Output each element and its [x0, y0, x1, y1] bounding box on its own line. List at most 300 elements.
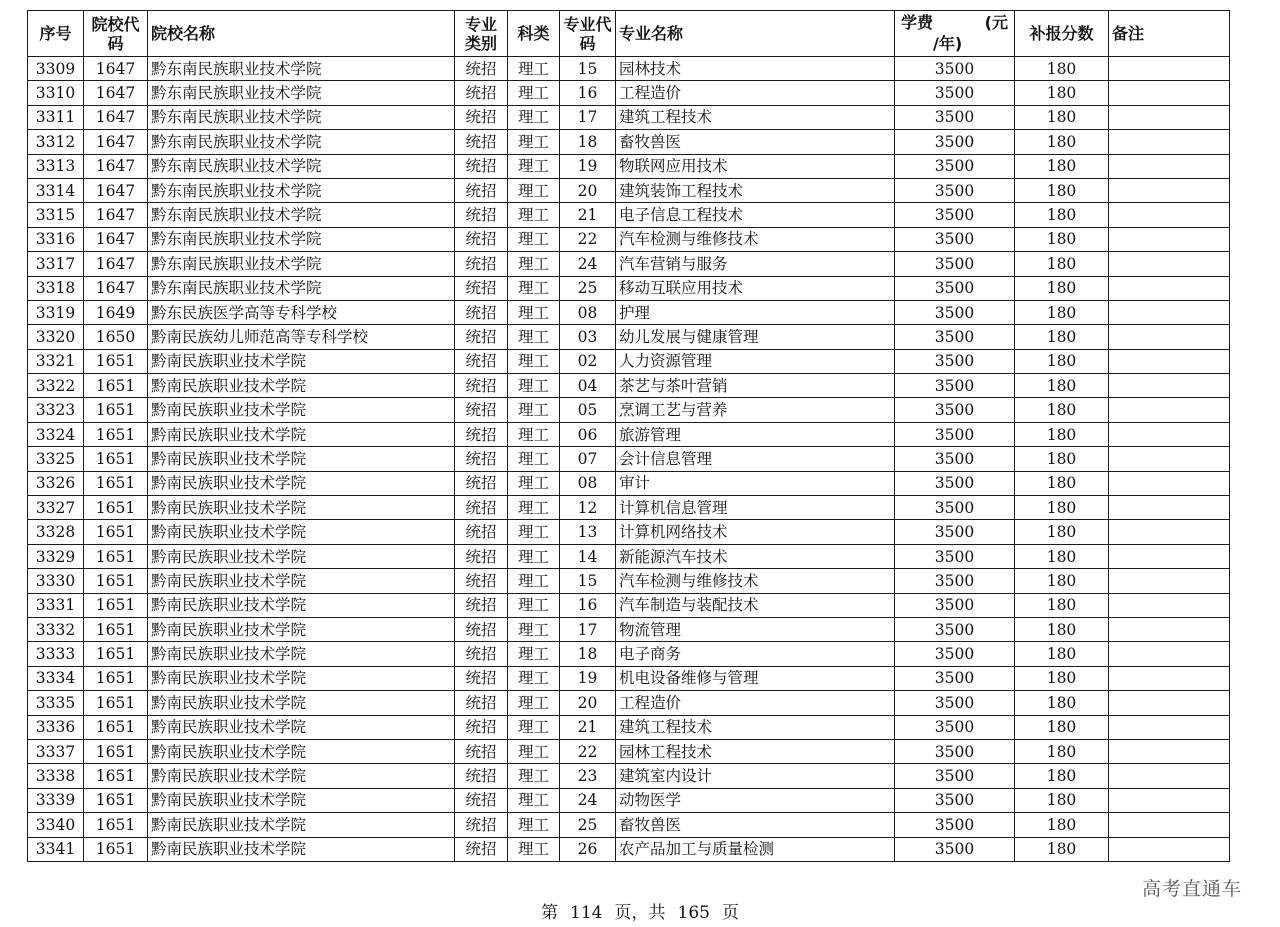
cell-category: 理工: [508, 325, 560, 349]
cell-seq: 3320: [28, 325, 84, 349]
cell-major-code: 21: [560, 715, 616, 739]
table-row: [28, 666, 1230, 690]
cell-major-code: 22: [560, 739, 616, 763]
cell-seq: 3316: [28, 227, 84, 251]
cell-note: [1109, 471, 1230, 495]
cell-major-code: 12: [560, 496, 616, 520]
cell-major-name: 汽车营销与服务: [616, 252, 895, 276]
cell-note: [1109, 130, 1230, 154]
cell-note: [1109, 57, 1230, 81]
cell-major-code: 17: [560, 617, 616, 641]
cell-school-name: 黔东南民族职业技术学院: [148, 57, 455, 81]
cell-school-code: 1651: [84, 471, 148, 495]
cell-major-name: 会计信息管理: [616, 447, 895, 471]
cell-seq: 3318: [28, 276, 84, 300]
cell-school-code: 1647: [84, 203, 148, 227]
cell-major-name: 护理: [616, 300, 895, 324]
cell-category: 理工: [508, 544, 560, 568]
table-header-row: [28, 11, 1230, 57]
header-score: 补报分数: [1015, 11, 1109, 57]
header-major-code: 专业代码: [560, 11, 616, 57]
table-row: [28, 276, 1230, 300]
cell-major-code: 25: [560, 276, 616, 300]
cell-fee: 3500: [895, 593, 1015, 617]
cell-seq: 3336: [28, 715, 84, 739]
cell-seq: 3309: [28, 57, 84, 81]
cell-school-code: 1649: [84, 300, 148, 324]
cell-fee: 3500: [895, 398, 1015, 422]
cell-seq: 3314: [28, 178, 84, 202]
cell-major-code: 16: [560, 81, 616, 105]
cell-major-name: 动物医学: [616, 788, 895, 812]
cell-major-name: 茶艺与茶叶营销: [616, 374, 895, 398]
cell-note: [1109, 788, 1230, 812]
cell-major-name: 物流管理: [616, 617, 895, 641]
cell-category: 理工: [508, 715, 560, 739]
cell-school-code: 1651: [84, 398, 148, 422]
cell-fee: 3500: [895, 691, 1015, 715]
header-fee-unit-open: (元: [984, 13, 1008, 32]
cell-seq: 3322: [28, 374, 84, 398]
cell-fee: 3500: [895, 569, 1015, 593]
cell-fee: 3500: [895, 715, 1015, 739]
cell-note: [1109, 447, 1230, 471]
cell-school-name: 黔东南民族职业技术学院: [148, 81, 455, 105]
cell-school-name: 黔东南民族职业技术学院: [148, 178, 455, 202]
cell-score: 180: [1015, 447, 1109, 471]
cell-score: 180: [1015, 227, 1109, 251]
table-row: [28, 569, 1230, 593]
cell-major-code: 17: [560, 105, 616, 129]
cell-category: 理工: [508, 349, 560, 373]
cell-score: 180: [1015, 81, 1109, 105]
cell-score: 180: [1015, 764, 1109, 788]
cell-note: [1109, 666, 1230, 690]
cell-school-name: 黔南民族职业技术学院: [148, 349, 455, 373]
cell-fee: 3500: [895, 422, 1015, 446]
table-row: [28, 544, 1230, 568]
cell-score: 180: [1015, 569, 1109, 593]
cell-score: 180: [1015, 788, 1109, 812]
cell-major-code: 16: [560, 593, 616, 617]
cell-school-code: 1651: [84, 447, 148, 471]
cell-major-name: 农产品加工与质量检测: [616, 837, 895, 861]
cell-school-name: 黔南民族职业技术学院: [148, 691, 455, 715]
cell-category: 理工: [508, 203, 560, 227]
cell-major-code: 21: [560, 203, 616, 227]
table-row: [28, 764, 1230, 788]
cell-category: 理工: [508, 788, 560, 812]
cell-note: [1109, 178, 1230, 202]
cell-major-code: 19: [560, 154, 616, 178]
cell-category: 理工: [508, 764, 560, 788]
cell-seq: 3328: [28, 520, 84, 544]
cell-school-name: 黔南民族职业技术学院: [148, 422, 455, 446]
cell-note: [1109, 764, 1230, 788]
cell-major-name: 电子信息工程技术: [616, 203, 895, 227]
header-major-type: 专业类别: [455, 11, 508, 57]
cell-seq: 3310: [28, 81, 84, 105]
cell-major-code: 19: [560, 666, 616, 690]
cell-category: 理工: [508, 252, 560, 276]
cell-major-type: 统招: [455, 374, 508, 398]
cell-fee: 3500: [895, 81, 1015, 105]
cell-major-type: 统招: [455, 764, 508, 788]
cell-fee: 3500: [895, 739, 1015, 763]
cell-major-code: 18: [560, 642, 616, 666]
cell-major-type: 统招: [455, 837, 508, 861]
cell-seq: 3326: [28, 471, 84, 495]
cell-major-name: 建筑室内设计: [616, 764, 895, 788]
cell-note: [1109, 276, 1230, 300]
cell-category: 理工: [508, 276, 560, 300]
cell-score: 180: [1015, 374, 1109, 398]
cell-major-code: 03: [560, 325, 616, 349]
cell-seq: 3319: [28, 300, 84, 324]
cell-major-code: 22: [560, 227, 616, 251]
cell-category: 理工: [508, 105, 560, 129]
cell-school-name: 黔南民族职业技术学院: [148, 471, 455, 495]
cell-school-name: 黔南民族职业技术学院: [148, 496, 455, 520]
table-row: [28, 349, 1230, 373]
table-row: [28, 203, 1230, 227]
cell-category: 理工: [508, 739, 560, 763]
cell-score: 180: [1015, 154, 1109, 178]
cell-major-type: 统招: [455, 544, 508, 568]
cell-major-name: 汽车检测与维修技术: [616, 569, 895, 593]
header-fee-unit-close: /年): [933, 34, 963, 53]
cell-major-name: 汽车检测与维修技术: [616, 227, 895, 251]
cell-school-name: 黔南民族职业技术学院: [148, 520, 455, 544]
table-row: [28, 617, 1230, 641]
cell-fee: 3500: [895, 203, 1015, 227]
table-row: [28, 471, 1230, 495]
header-seq: 序号: [28, 11, 84, 57]
table-row: [28, 300, 1230, 324]
cell-major-type: 统招: [455, 154, 508, 178]
cell-note: [1109, 374, 1230, 398]
cell-school-name: 黔东南民族职业技术学院: [148, 252, 455, 276]
cell-school-code: 1647: [84, 105, 148, 129]
table-row: [28, 520, 1230, 544]
cell-major-code: 20: [560, 178, 616, 202]
cell-note: [1109, 252, 1230, 276]
cell-seq: 3330: [28, 569, 84, 593]
cell-school-code: 1651: [84, 569, 148, 593]
cell-seq: 3312: [28, 130, 84, 154]
cell-note: [1109, 349, 1230, 373]
cell-category: 理工: [508, 617, 560, 641]
cell-fee: 3500: [895, 349, 1015, 373]
cell-school-code: 1651: [84, 496, 148, 520]
cell-school-code: 1651: [84, 349, 148, 373]
cell-major-code: 26: [560, 837, 616, 861]
cell-school-code: 1651: [84, 739, 148, 763]
cell-major-code: 07: [560, 447, 616, 471]
cell-school-code: 1651: [84, 593, 148, 617]
cell-school-name: 黔南民族职业技术学院: [148, 739, 455, 763]
cell-school-name: 黔南民族职业技术学院: [148, 642, 455, 666]
cell-major-code: 08: [560, 471, 616, 495]
cell-major-code: 02: [560, 349, 616, 373]
cell-note: [1109, 105, 1230, 129]
cell-category: 理工: [508, 642, 560, 666]
cell-note: [1109, 398, 1230, 422]
cell-major-type: 统招: [455, 57, 508, 81]
cell-seq: 3339: [28, 788, 84, 812]
header-school-name: 院校名称: [148, 11, 455, 57]
cell-seq: 3324: [28, 422, 84, 446]
cell-school-code: 1647: [84, 154, 148, 178]
cell-major-type: 统招: [455, 593, 508, 617]
cell-seq: 3317: [28, 252, 84, 276]
cell-major-name: 建筑装饰工程技术: [616, 178, 895, 202]
cell-category: 理工: [508, 300, 560, 324]
cell-school-name: 黔南民族职业技术学院: [148, 374, 455, 398]
cell-major-type: 统招: [455, 300, 508, 324]
cell-score: 180: [1015, 349, 1109, 373]
header-category: 科类: [508, 11, 560, 57]
cell-major-type: 统招: [455, 642, 508, 666]
cell-score: 180: [1015, 252, 1109, 276]
cell-fee: 3500: [895, 227, 1015, 251]
footer-page-number: 114: [570, 903, 603, 923]
cell-fee: 3500: [895, 764, 1015, 788]
cell-major-code: 24: [560, 788, 616, 812]
cell-major-name: 电子商务: [616, 642, 895, 666]
cell-fee: 3500: [895, 837, 1015, 861]
cell-major-code: 06: [560, 422, 616, 446]
cell-major-name: 畜牧兽医: [616, 813, 895, 837]
table-row: [28, 105, 1230, 129]
cell-major-type: 统招: [455, 569, 508, 593]
cell-note: [1109, 642, 1230, 666]
cell-school-code: 1647: [84, 227, 148, 251]
cell-major-type: 统招: [455, 715, 508, 739]
cell-seq: 3323: [28, 398, 84, 422]
cell-score: 180: [1015, 203, 1109, 227]
cell-seq: 3313: [28, 154, 84, 178]
header-fee: [895, 11, 1015, 57]
cell-note: [1109, 569, 1230, 593]
cell-score: 180: [1015, 642, 1109, 666]
cell-major-type: 统招: [455, 422, 508, 446]
cell-school-name: 黔南民族职业技术学院: [148, 837, 455, 861]
cell-major-name: 计算机网络技术: [616, 520, 895, 544]
cell-fee: 3500: [895, 642, 1015, 666]
cell-category: 理工: [508, 447, 560, 471]
cell-category: 理工: [508, 154, 560, 178]
cell-fee: 3500: [895, 130, 1015, 154]
cell-seq: 3329: [28, 544, 84, 568]
cell-note: [1109, 544, 1230, 568]
cell-major-code: 25: [560, 813, 616, 837]
cell-major-code: 08: [560, 300, 616, 324]
cell-score: 180: [1015, 691, 1109, 715]
cell-note: [1109, 496, 1230, 520]
cell-school-name: 黔南民族职业技术学院: [148, 544, 455, 568]
cell-school-name: 黔南民族职业技术学院: [148, 666, 455, 690]
cell-major-code: 18: [560, 130, 616, 154]
cell-seq: 3331: [28, 593, 84, 617]
cell-major-type: 统招: [455, 788, 508, 812]
cell-major-type: 统招: [455, 666, 508, 690]
cell-category: 理工: [508, 398, 560, 422]
cell-score: 180: [1015, 105, 1109, 129]
cell-score: 180: [1015, 300, 1109, 324]
footer-suffix: 页: [721, 903, 739, 923]
cell-fee: 3500: [895, 374, 1015, 398]
cell-fee: 3500: [895, 300, 1015, 324]
cell-fee: 3500: [895, 252, 1015, 276]
cell-note: [1109, 520, 1230, 544]
cell-score: 180: [1015, 715, 1109, 739]
cell-fee: 3500: [895, 544, 1015, 568]
cell-major-type: 统招: [455, 252, 508, 276]
cell-major-name: 工程造价: [616, 691, 895, 715]
cell-score: 180: [1015, 398, 1109, 422]
cell-seq: 3338: [28, 764, 84, 788]
cell-score: 180: [1015, 325, 1109, 349]
cell-note: [1109, 691, 1230, 715]
cell-major-name: 园林技术: [616, 57, 895, 81]
cell-seq: 3333: [28, 642, 84, 666]
cell-school-code: 1651: [84, 544, 148, 568]
cell-major-name: 机电设备维修与管理: [616, 666, 895, 690]
cell-school-code: 1647: [84, 81, 148, 105]
cell-category: 理工: [508, 813, 560, 837]
cell-seq: 3311: [28, 105, 84, 129]
cell-score: 180: [1015, 496, 1109, 520]
cell-score: 180: [1015, 544, 1109, 568]
cell-category: 理工: [508, 496, 560, 520]
cell-major-type: 统招: [455, 276, 508, 300]
cell-note: [1109, 422, 1230, 446]
cell-note: [1109, 300, 1230, 324]
footer-total-pages: 165: [677, 903, 710, 923]
cell-fee: 3500: [895, 447, 1015, 471]
header-note: 备注: [1109, 11, 1230, 57]
cell-note: [1109, 813, 1230, 837]
cell-fee: 3500: [895, 788, 1015, 812]
table-row: [28, 813, 1230, 837]
cell-major-name: 审计: [616, 471, 895, 495]
cell-major-code: 20: [560, 691, 616, 715]
cell-score: 180: [1015, 739, 1109, 763]
cell-seq: 3321: [28, 349, 84, 373]
cell-school-name: 黔东南民族职业技术学院: [148, 203, 455, 227]
header-major-name: 专业名称: [616, 11, 895, 57]
cell-major-type: 统招: [455, 203, 508, 227]
cell-school-name: 黔东南民族职业技术学院: [148, 227, 455, 251]
cell-score: 180: [1015, 178, 1109, 202]
cell-category: 理工: [508, 130, 560, 154]
cell-score: 180: [1015, 520, 1109, 544]
cell-category: 理工: [508, 520, 560, 544]
cell-note: [1109, 325, 1230, 349]
cell-major-name: 烹调工艺与营养: [616, 398, 895, 422]
cell-major-name: 畜牧兽医: [616, 130, 895, 154]
table-row: [28, 691, 1230, 715]
cell-major-type: 统招: [455, 105, 508, 129]
cell-school-code: 1647: [84, 130, 148, 154]
cell-fee: 3500: [895, 178, 1015, 202]
cell-score: 180: [1015, 617, 1109, 641]
table-row: [28, 252, 1230, 276]
cell-school-name: 黔南民族幼儿师范高等专科学校: [148, 325, 455, 349]
cell-major-name: 建筑工程技术: [616, 715, 895, 739]
cell-school-code: 1651: [84, 520, 148, 544]
cell-school-name: 黔东南民族职业技术学院: [148, 154, 455, 178]
cell-major-code: 04: [560, 374, 616, 398]
cell-major-type: 统招: [455, 81, 508, 105]
table-row: [28, 227, 1230, 251]
cell-major-type: 统招: [455, 447, 508, 471]
cell-major-code: 14: [560, 544, 616, 568]
cell-fee: 3500: [895, 57, 1015, 81]
table-row: [28, 496, 1230, 520]
cell-category: 理工: [508, 57, 560, 81]
footer-mid: 页，共: [614, 903, 666, 923]
cell-major-type: 统招: [455, 325, 508, 349]
cell-school-code: 1651: [84, 374, 148, 398]
cell-school-code: 1651: [84, 617, 148, 641]
cell-school-name: 黔东南民族职业技术学院: [148, 105, 455, 129]
cell-major-code: 23: [560, 764, 616, 788]
cell-major-name: 计算机信息管理: [616, 496, 895, 520]
cell-category: 理工: [508, 666, 560, 690]
cell-school-name: 黔东民族医学高等专科学校: [148, 300, 455, 324]
cell-major-code: 05: [560, 398, 616, 422]
cell-school-name: 黔南民族职业技术学院: [148, 715, 455, 739]
cell-school-name: 黔南民族职业技术学院: [148, 764, 455, 788]
cell-fee: 3500: [895, 520, 1015, 544]
cell-major-type: 统招: [455, 739, 508, 763]
table-row: [28, 154, 1230, 178]
table-row: [28, 325, 1230, 349]
table-row: [28, 422, 1230, 446]
cell-school-code: 1651: [84, 813, 148, 837]
cell-fee: 3500: [895, 496, 1015, 520]
cell-note: [1109, 739, 1230, 763]
cell-major-code: 13: [560, 520, 616, 544]
cell-score: 180: [1015, 471, 1109, 495]
table-row: [28, 178, 1230, 202]
cell-category: 理工: [508, 837, 560, 861]
cell-score: 180: [1015, 837, 1109, 861]
cell-seq: 3340: [28, 813, 84, 837]
cell-major-name: 人力资源管理: [616, 349, 895, 373]
cell-school-code: 1647: [84, 252, 148, 276]
cell-school-name: 黔南民族职业技术学院: [148, 788, 455, 812]
cell-seq: 3315: [28, 203, 84, 227]
cell-category: 理工: [508, 81, 560, 105]
cell-major-type: 统招: [455, 520, 508, 544]
cell-score: 180: [1015, 422, 1109, 446]
cell-category: 理工: [508, 471, 560, 495]
table-row: [28, 81, 1230, 105]
cell-school-code: 1647: [84, 57, 148, 81]
table-row: [28, 447, 1230, 471]
cell-note: [1109, 715, 1230, 739]
cell-seq: 3341: [28, 837, 84, 861]
cell-major-type: 统招: [455, 178, 508, 202]
cell-fee: 3500: [895, 325, 1015, 349]
cell-major-type: 统招: [455, 130, 508, 154]
cell-major-name: 汽车制造与装配技术: [616, 593, 895, 617]
cell-school-name: 黔南民族职业技术学院: [148, 398, 455, 422]
cell-major-type: 统招: [455, 227, 508, 251]
